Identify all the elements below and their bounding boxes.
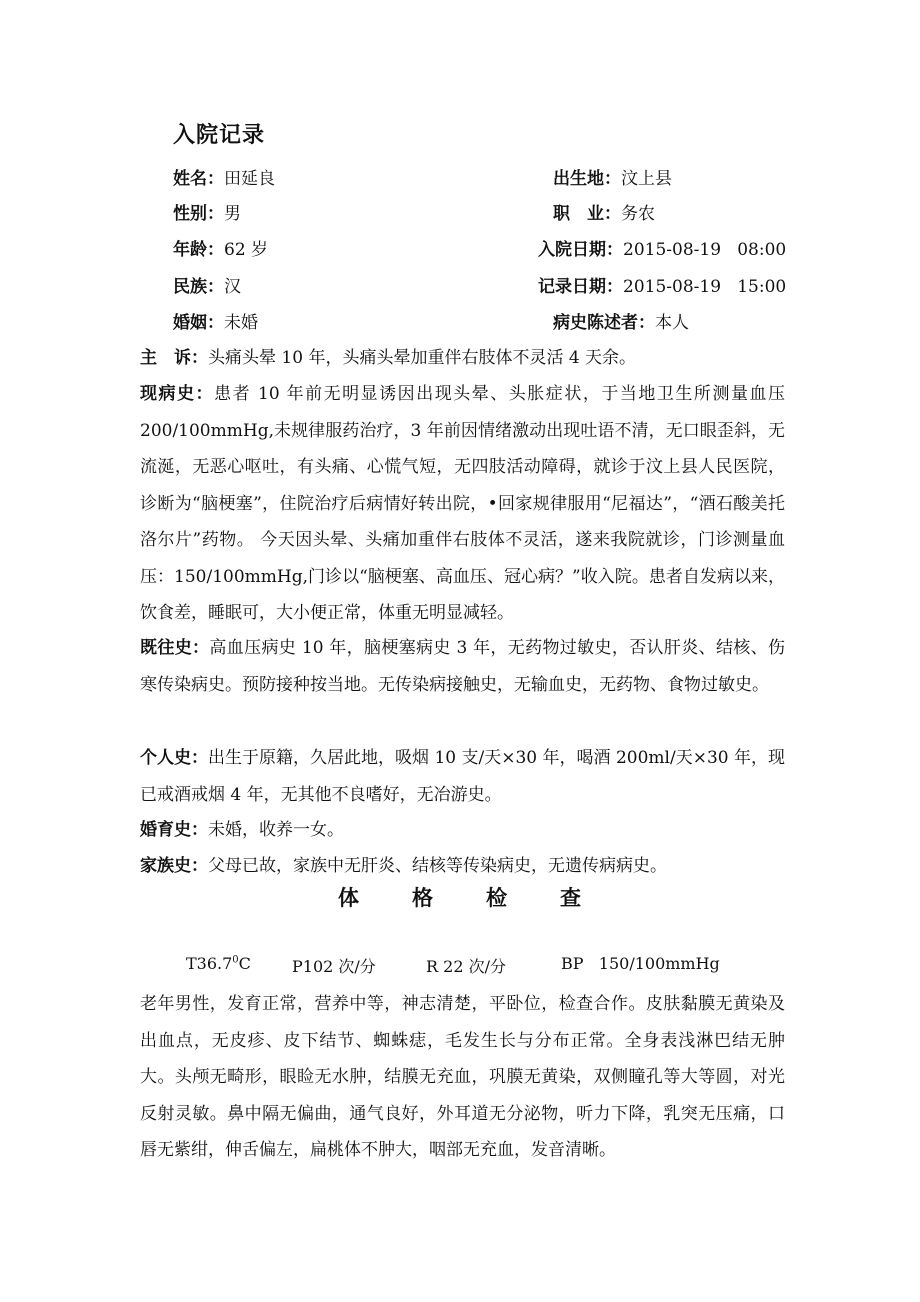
record-date-field [538, 275, 786, 299]
occupation-field [553, 202, 655, 226]
marital-history-text: 未婚，收养一女。 [208, 820, 344, 840]
chief-complaint-text: 头痛头晕 10 年，头痛头晕加重伴右肢体不灵活 4 天余。 [208, 348, 637, 368]
present-illness-label: 现病史： [140, 384, 215, 404]
ethnicity-value: 汉 [224, 277, 241, 297]
name-field [173, 167, 275, 191]
physical-exam-title [0, 882, 920, 912]
age-value: 62 岁 [224, 240, 269, 260]
marital-history [140, 812, 785, 849]
past-history-label: 既往史： [140, 638, 210, 658]
physical-exam-title-char: 体 [338, 886, 360, 910]
gender-field [173, 202, 241, 226]
name-label: 姓名： [173, 169, 224, 189]
occupation-label: 职 业： [553, 204, 621, 224]
admission-date-field [538, 238, 786, 262]
past-history-text: 高血压病史 10 年，脑梗塞病史 3 年，无药物过敏史，否认肝炎、结核、伤寒传染病史。预防接种按当地。无传染病接触史，无输血史，无药物、食物过敏史。 [140, 638, 786, 695]
birthplace-label: 出生地： [553, 169, 621, 189]
physical-exam-title-char: 格 [412, 886, 434, 910]
ethnicity-field [173, 275, 241, 299]
chief-complaint-label: 主 诉： [140, 348, 208, 368]
vital-pulse: P102 次/分 [292, 957, 376, 976]
occupation-value: 务农 [621, 204, 655, 224]
physical-exam-title-char: 检 [486, 886, 508, 910]
temperature-value: T36.7 [186, 954, 233, 973]
marriage-label: 婚姻： [173, 313, 224, 333]
vital-blood-pressure: BP 150/100mmHg [561, 954, 720, 973]
physical-exam-title-char: 查 [560, 886, 582, 910]
document-title: 入院记录 [173, 123, 266, 148]
narrator-value: 本人 [655, 313, 689, 333]
family-history-text: 父母已故，家族中无肝炎、结核等传染病史，无遗传病病史。 [208, 856, 667, 876]
age-label: 年龄： [173, 240, 224, 260]
personal-history-label: 个人史： [140, 748, 209, 768]
present-illness-text: 患者 10 年前无明显诱因出现头晕、头胀症状，于当地卫生所测量血压 200/100mmHg,未规律服药治疗，3 年前因情绪激动出现吐语不清，无口眼歪斜，无流涎，无恶心呕吐，有头痛、心慌气短，无四肢活动障碍，就诊于汶上县人民医院，诊断为“脑梗塞”，住院治疗后病情好转出院，•回家规律服用“尼福达”，“酒石酸美托洛尔片”药物。 今天因头晕、头痛加重伴右肢体不灵活，遂来我院就诊，门诊测量血压：150/100mmHg,门诊以“脑梗塞、高血压、冠心病？”收入院。患者自发病以来，饮食差，睡眠可，大小便正常，体重无明显减轻。 [140, 384, 785, 623]
marital-history-label: 婚育史： [140, 820, 208, 840]
name-value: 田延良 [224, 169, 275, 189]
vital-temperature [186, 954, 251, 973]
age-field [173, 238, 268, 262]
gender-label: 性别： [173, 204, 224, 224]
present-illness-history [140, 376, 785, 632]
marriage-field [173, 311, 258, 335]
record-date-value: 2015-08-19 15:00 [623, 277, 787, 297]
chief-complaint [140, 340, 785, 377]
personal-history-text: 出生于原籍，久居此地，吸烟 10 支/天×30 年，喝酒 200ml/天×30 年，现已戒酒戒烟 4 年，无其他不良嗜好，无冶游史。 [140, 748, 785, 805]
personal-history [140, 740, 785, 813]
physical-exam-text: 老年男性，发育正常，营养中等，神志清楚，平卧位，检查合作。皮肤黏膜无黄染及出血点，无皮疹、皮下结节、蜘蛛痣，毛发生长与分布正常。全身表浅淋巴结无肿大。头颅无畸形，眼睑无水肿，结膜无充血，巩膜无黄染，双侧瞳孔等大等圆，对光反射灵敏。鼻中隔无偏曲，通气良好，外耳道无分泌物，听力下降，乳突无压痛，口唇无紫绀，伸舌偏左，扁桃体不肿大，咽部无充血，发音清晰。 [140, 994, 785, 1160]
temperature-unit: C [238, 954, 251, 973]
marriage-value: 未婚 [224, 313, 258, 333]
birthplace-value: 汶上县 [621, 169, 672, 189]
family-history-label: 家族史： [140, 856, 208, 876]
family-history [140, 848, 785, 885]
degree-sup: 0 [232, 954, 239, 966]
narrator-label: 病史陈述者： [553, 313, 655, 333]
record-date-label: 记录日期： [538, 277, 623, 297]
gender-value: 男 [224, 204, 241, 224]
admission-date-label: 入院日期： [538, 240, 623, 260]
birthplace-field [553, 167, 672, 191]
vital-respiration: R 22 次/分 [426, 957, 506, 976]
admission-date-value: 2015-08-19 08:00 [623, 240, 787, 260]
ethnicity-label: 民族： [173, 277, 224, 297]
narrator-field [553, 311, 689, 335]
past-history [140, 630, 785, 703]
